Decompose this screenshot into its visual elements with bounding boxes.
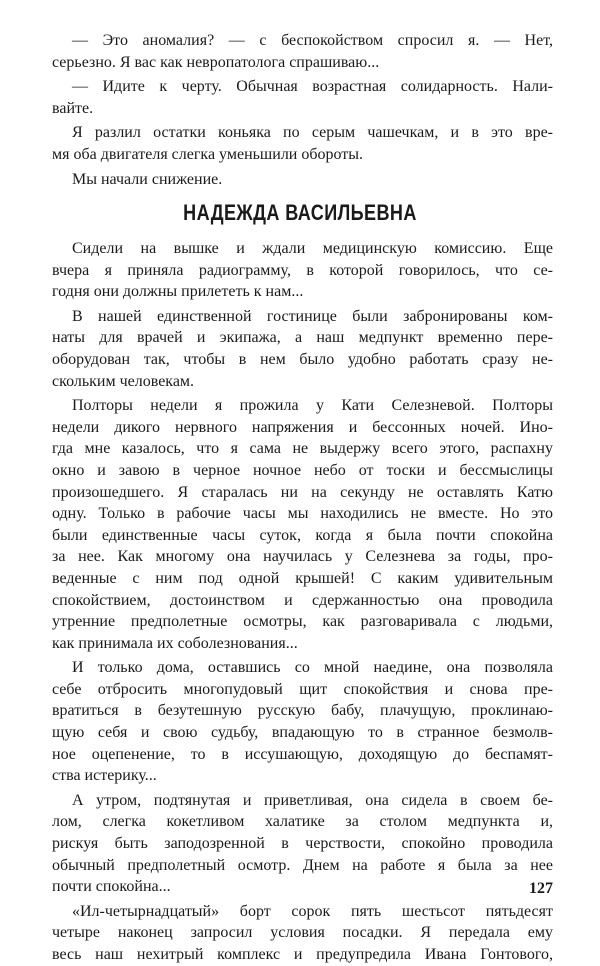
text-line: И только дома, оставшись со мной наедине, она позволяла <box>72 659 553 677</box>
text-line: обычный предполетный осмотр. Днем на работе я была за нее <box>52 856 553 874</box>
page-number: 127 <box>529 880 553 897</box>
text-line: — Идите к черту. Обычная возрастная солидарность. Нали- <box>72 78 553 96</box>
preceding-chapter-ending <box>52 30 553 190</box>
text-line: лом, слегка кокетливом халатике за столом медпункта и, <box>52 813 553 831</box>
text-line: за нее. Как многому она научилась у Селезнева за годы, про- <box>52 548 553 566</box>
text-line: щую себя и свою судьбу, впадающую то в странное безмолв- <box>52 724 553 742</box>
text-line: четыре наконец запросил условия посадки. Я передала ему <box>52 924 553 942</box>
text-line: В нашей единственной гостинице были забронированы ком- <box>72 307 553 325</box>
text-line: произошедшего. Я старалась ни на секунду не оставлять Катю <box>52 483 553 501</box>
text-line: как принимала их соболезнования... <box>52 634 298 652</box>
text-line: Полторы недели я прожила у Кати Селезневой. Полторы <box>72 397 553 415</box>
text-line: одну. Только в рабочие часы мы находились не вместе. Но это <box>52 505 553 523</box>
text-line: окно и завою в черное ночное небо от тоски и бессмыслицы <box>52 461 553 479</box>
text-line: Мы начали снижение. <box>72 170 223 188</box>
text-line: Я разлил остатки коньяка по серым чашечкам, и в это вре- <box>72 124 553 142</box>
text-line: Сидели на вышке и ждали медицинскую комиссию. Еще <box>72 240 553 257</box>
text-line: оборудован так, чтобы в нем было удобно работать сразу не- <box>52 350 553 368</box>
text-line: ства истерику... <box>52 767 157 785</box>
text-line: ное оцепенение, то в иссушающую, доходящую до беспамят- <box>52 745 553 763</box>
text-line: вчера я приняла радиограмму, в которой говорилось, что се- <box>52 261 553 279</box>
text-line: рискуя быть заподозренной в черствости, спокойно проводила <box>52 835 553 853</box>
text-line: недели дикого нервного напряжения и бессонных ночей. Ино- <box>52 418 553 436</box>
text-line: весь наш нехитрый комплекс и предупредила Ивана Гонтового, <box>52 946 553 963</box>
text-line: наты для врачей и экипажа, а наш медпункт временно пере- <box>52 329 553 347</box>
text-line: себе отбросить многопудовый щит спокойствия и снова пре- <box>52 680 553 698</box>
text-line: веденные с ним под одной крышей! С каким удивительным <box>52 569 553 587</box>
text-line: почти спокойна... <box>52 878 171 896</box>
text-line: — Это аномалия? — с беспокойством спросил я. — Нет, <box>72 32 553 49</box>
text-line: скольким человекам. <box>52 372 195 390</box>
text-line: «Ил-четырнадцатый» борт сорок пять шестьсот пятьдесят <box>72 902 553 920</box>
text-line: спокойствием, достоинством и сдержанностью она проводила <box>52 591 553 609</box>
text-line: серьезно. Я вас как невропатолога спрашиваю... <box>52 53 380 71</box>
chapter-title: НАДЕЖДА ВАСИЛЬЕВНА <box>183 200 417 225</box>
text-line: годня они должны прилететь к нам... <box>52 283 304 301</box>
text-line: утренние предполетные осмотры, как разговаривала с людьми, <box>52 613 553 631</box>
text-line: мя оба двигателя слегка уменьшили обороты. <box>52 145 364 163</box>
text-line: вратиться в безутешную русскую бабу, плачущую, проклинаю- <box>52 702 553 720</box>
text-line: были единственные часы суток, когда я была почти спокойна <box>52 526 553 544</box>
text-line: гда мне казалось, что я сама не выдержу всего этого, распахну <box>52 440 553 458</box>
chapter-body <box>52 238 553 966</box>
text-line: А утром, подтянутая и приветливая, она сидела в своем бе- <box>72 791 553 809</box>
text-line: вайте. <box>52 99 94 117</box>
